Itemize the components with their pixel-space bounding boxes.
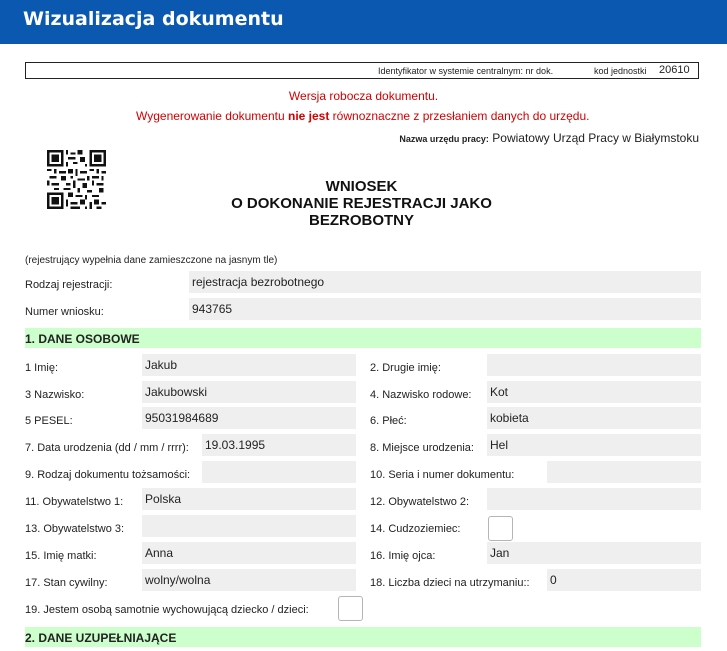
document-title: [200, 178, 523, 229]
birth-place-field[interactable]: Hel: [487, 434, 701, 456]
document-title-line3: BEZROBOTNY: [309, 212, 414, 229]
citizenship-1-field[interactable]: Polska: [142, 488, 356, 510]
second-name-field[interactable]: [487, 354, 701, 376]
unit-code-label: kod jednostki: [594, 66, 647, 76]
document-title-line1: WNIOSEK: [325, 178, 398, 195]
father-name-field[interactable]: Jan: [487, 542, 701, 564]
foreigner-label: 14. Cudzoziemiec:: [370, 523, 461, 535]
application-number-label: Numer wniosku:: [25, 306, 104, 318]
pesel-field[interactable]: 95031984689: [142, 407, 356, 429]
citizenship-2-label: 12. Obywatelstwo 2:: [370, 496, 470, 508]
second-name-label: 2. Drugie imię:: [370, 362, 441, 374]
father-name-label: 16. Imię ojca:: [370, 550, 436, 562]
family-name-label: 4. Nazwisko rodowe:: [370, 389, 472, 401]
section-personal-data: 1. DANE OSOBOWE: [25, 328, 701, 348]
draft-warning-bold: nie jest: [287, 109, 330, 123]
citizenship-1-label: 11. Obywatelstwo 1:: [25, 496, 124, 508]
first-name-label: 1 Imię:: [25, 362, 59, 374]
children-count-label: 18. Liczba dzieci na utrzymaniu::: [370, 577, 530, 589]
marital-status-label: 17. Stan cywilny:: [25, 577, 108, 589]
id-document-number-field[interactable]: [547, 461, 701, 483]
document-title-line2: O DOKONANIE REJESTRACJI JAKO: [231, 195, 492, 212]
office-info: [0, 131, 699, 145]
surname-field[interactable]: Jakubowski: [142, 381, 356, 403]
unit-code-value: 20610: [659, 64, 690, 76]
section-additional-data: 2. DANE UZUPEŁNIAJĄCE: [25, 627, 701, 647]
birth-place-label: 8. Miejsce urodzenia:: [370, 442, 474, 454]
qr-code-icon: [47, 150, 106, 209]
mother-name-label: 15. Imię matki:: [25, 550, 97, 562]
application-number-field[interactable]: 943765: [189, 298, 701, 320]
single-parent-label: 19. Jestem osobą samotnie wychowującą dziecko / dzieci:: [25, 604, 309, 616]
mother-name-field[interactable]: Anna: [142, 542, 356, 564]
fill-note: (rejestrujący wypełnia dane zamieszczone na jasnym tle): [25, 255, 278, 266]
app-title: Wizualizacja dokumentu: [23, 8, 284, 30]
family-name-field[interactable]: Kot: [487, 381, 701, 403]
office-value: Powiatowy Urząd Pracy w Białymstoku: [492, 131, 699, 145]
pesel-label: 5 PESEL:: [25, 415, 73, 427]
top-bar: [0, 0, 727, 44]
citizenship-3-label: 13. Obywatelstwo 3:: [25, 523, 125, 535]
marital-status-field[interactable]: wolny/wolna: [142, 569, 356, 591]
office-label: Nazwa urzędu pracy:: [399, 134, 489, 144]
id-document-type-label: 9. Rodzaj dokumentu tożsamości:: [25, 469, 191, 481]
identifier-label: Identyfikator w systemie centralnym: nr dok.: [378, 66, 554, 76]
foreigner-checkbox[interactable]: [488, 516, 513, 541]
birth-date-label: 7. Data urodzenia (dd / mm / rrrr):: [25, 442, 189, 454]
surname-label: 3 Nazwisko:: [25, 389, 85, 401]
id-document-type-field[interactable]: [202, 461, 356, 483]
draft-notice: Wersja robocza dokumentu.: [288, 89, 439, 103]
draft-warning: [136, 109, 590, 123]
identifier-box: [25, 62, 699, 79]
id-document-number-label: 10. Seria i numer dokumentu:: [370, 469, 515, 481]
registration-type-field[interactable]: rejestracja bezrobotnego: [189, 271, 701, 293]
birth-date-field[interactable]: 19.03.1995: [202, 434, 356, 456]
single-parent-checkbox[interactable]: [338, 596, 363, 621]
sex-field[interactable]: kobieta: [487, 407, 701, 429]
draft-warning-post: równoznaczne z przesłaniem danych do urzędu.: [329, 109, 590, 123]
first-name-field[interactable]: Jakub: [142, 354, 356, 376]
sex-label: 6. Płeć:: [370, 415, 407, 427]
registration-type-label: Rodzaj rejestracji:: [25, 279, 113, 291]
citizenship-3-field[interactable]: [142, 515, 356, 537]
children-count-field[interactable]: 0: [547, 569, 701, 591]
draft-warning-pre: Wygenerowanie dokumentu: [136, 109, 288, 123]
citizenship-2-field[interactable]: [487, 488, 701, 510]
